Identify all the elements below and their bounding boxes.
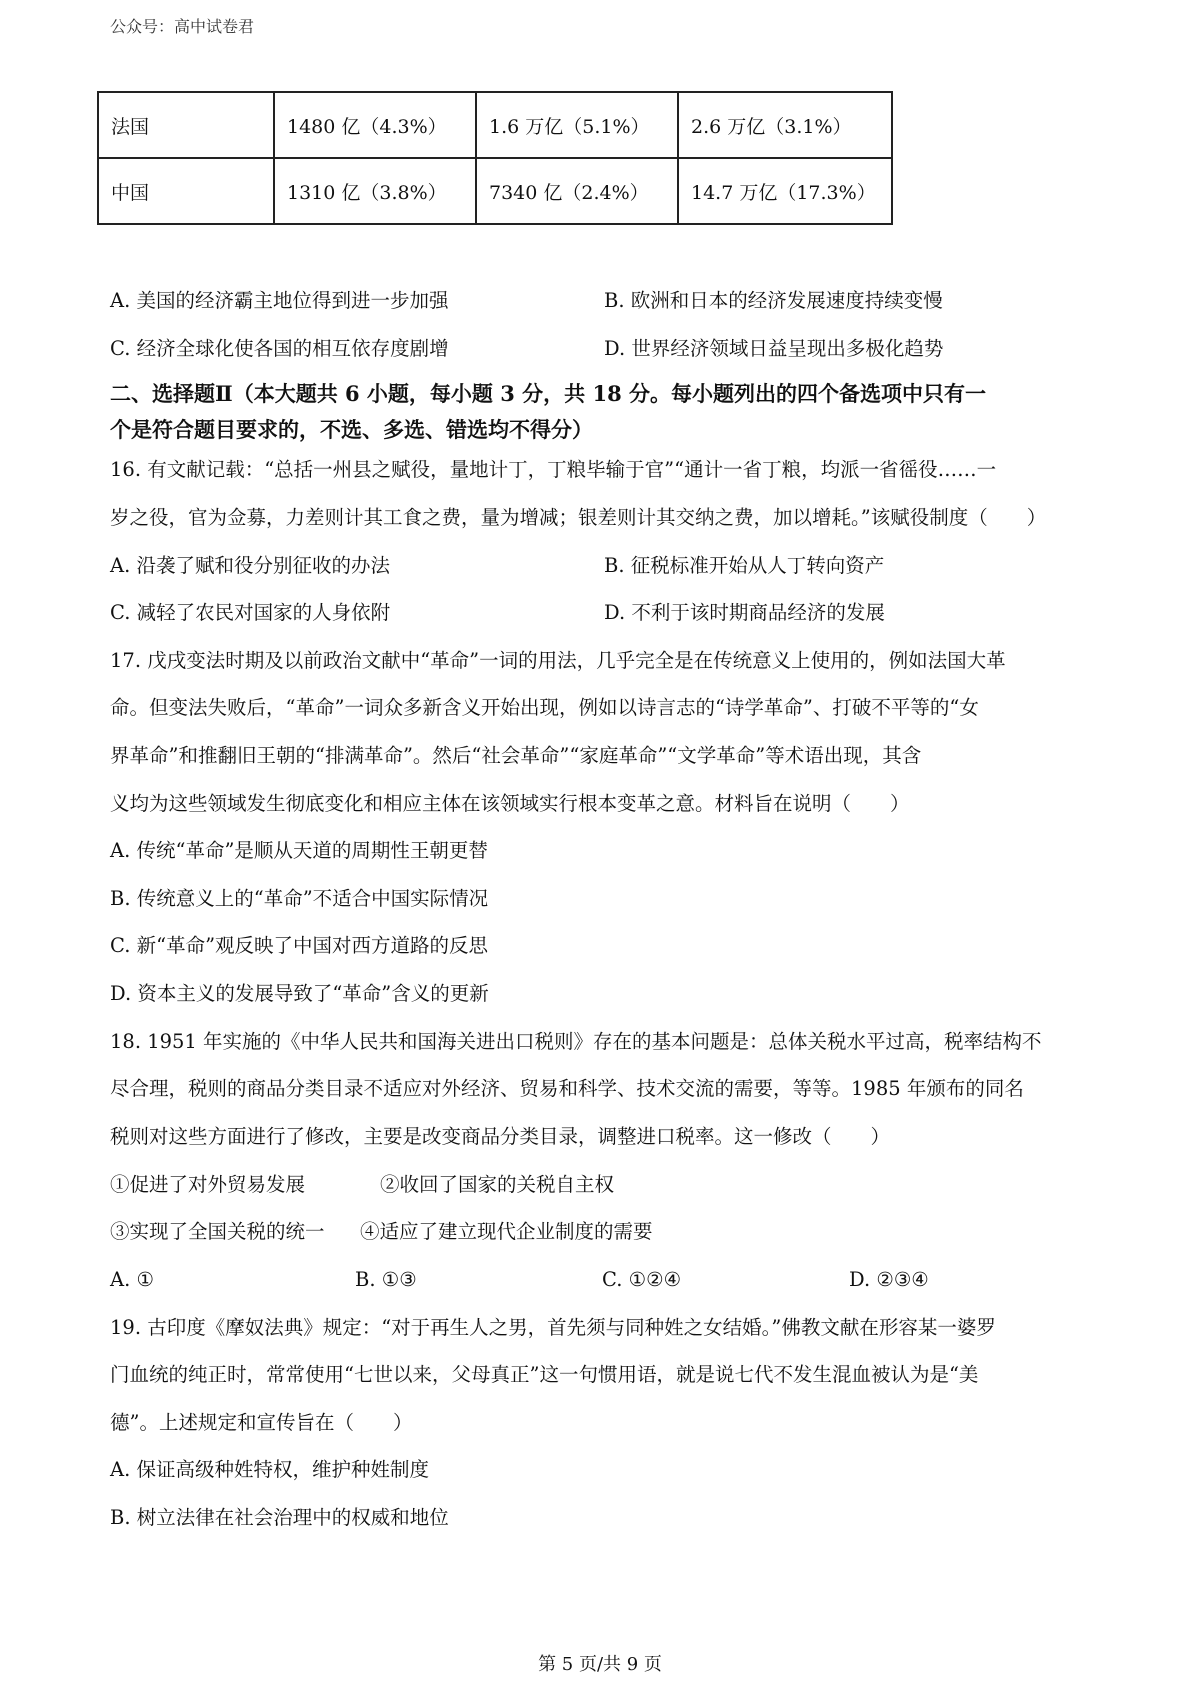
table-cell: 中国 xyxy=(98,158,274,224)
q16-option-b: B. 征税标准开始从人丁转向资产 xyxy=(604,554,885,577)
table-row xyxy=(98,92,892,158)
q18-item: ③实现了全国关税的统一 xyxy=(110,1220,325,1243)
q17-stem: 界革命”和推翻旧王朝的“排满革命”。然后“社会革命”“家庭革命”“文学革命”等术语出现，其含 xyxy=(110,744,922,767)
q18-item: ①促进了对外贸易发展 xyxy=(110,1173,306,1196)
q18-option-d: D. ②③④ xyxy=(849,1268,929,1291)
q18-stem: 尽合理，税则的商品分类目录不适应对外经济、贸易和科学、技术交流的需要，等等。1985 年颁布的同名 xyxy=(110,1077,1024,1100)
table-cell: 1480 亿（4.3%） xyxy=(274,92,476,158)
table-row xyxy=(98,158,892,224)
table-cell: 2.6 万亿（3.1%） xyxy=(678,92,892,158)
q17-option-a: A. 传统“革命”是顺从天道的周期性王朝更替 xyxy=(110,839,488,862)
q18-option-c: C. ①②④ xyxy=(602,1268,682,1291)
q18-option-b: B. ①③ xyxy=(355,1268,417,1291)
q19-stem: 19. 古印度《摩奴法典》规定：“对于再生人之男，首先须与同种姓之女结婚。”佛教文献在形容某一婆罗 xyxy=(110,1316,996,1339)
q16-option-c: C. 减轻了农民对国家的人身依附 xyxy=(110,601,391,624)
table-cell: 7340 亿（2.4%） xyxy=(476,158,678,224)
table-cell: 1.6 万亿（5.1%） xyxy=(476,92,678,158)
page-header-text: 公众号：高中试卷君 xyxy=(110,17,255,36)
section-heading: 个是符合题目要求的，不选、多选、错选均不得分） xyxy=(110,417,593,442)
q18-item: ④适应了建立现代企业制度的需要 xyxy=(360,1220,653,1243)
q18-option-a: A. ① xyxy=(110,1268,154,1291)
q15-option-c: C. 经济全球化使各国的相互依存度剧增 xyxy=(110,337,449,360)
q18-stem: 税则对这些方面进行了修改，主要是改变商品分类目录，调整进口税率。这一修改（ ） xyxy=(110,1125,891,1148)
q15-option-d: D. 世界经济领域日益呈现出多极化趋势 xyxy=(604,337,944,360)
q16-stem: 岁之役，官为佥募，力差则计其工食之费，量为增减；银差则计其交纳之费，加以增耗。”该赋役制度（ ） xyxy=(110,506,1047,529)
q17-option-d: D. 资本主义的发展导致了“革命”含义的更新 xyxy=(110,982,489,1005)
q15-option-a: A. 美国的经济霸主地位得到进一步加强 xyxy=(110,289,449,312)
table-cell: 法国 xyxy=(98,92,274,158)
q17-option-c: C. 新“革命”观反映了中国对西方道路的反思 xyxy=(110,934,489,957)
q19-stem: 德”。上述规定和宣传旨在（ ） xyxy=(110,1411,413,1434)
q16-stem: 16. 有文献记载：“总括一州县之赋役，量地计丁，丁粮毕输于官”“通计一省丁粮，均派一省徭役……一 xyxy=(110,458,997,481)
q16-option-a: A. 沿袭了赋和役分别征收的办法 xyxy=(110,554,390,577)
q19-option-a: A. 保证高级种姓特权，维护种姓制度 xyxy=(110,1458,429,1481)
q17-stem: 17. 戊戌变法时期及以前政治文献中“革命”一词的用法，几乎完全是在传统意义上使用的，例如法国大革 xyxy=(110,649,1006,672)
section-heading: 二、选择题Ⅱ（本大题共 6 小题，每小题 3 分，共 18 分。每小题列出的四个备选项中只有一 xyxy=(110,381,987,406)
q16-option-d: D. 不利于该时期商品经济的发展 xyxy=(604,601,885,624)
q19-option-b: B. 树立法律在社会治理中的权威和地位 xyxy=(110,1506,449,1529)
q18-item: ②收回了国家的关税自主权 xyxy=(380,1173,615,1196)
gdp-table xyxy=(97,91,893,225)
q17-stem: 命。但变法失败后，“革命”一词众多新含义开始出现，例如以诗言志的“诗学革命”、打破不平等的“女 xyxy=(110,696,979,719)
q18-stem: 18. 1951 年实施的《中华人民共和国海关进出口税则》存在的基本问题是：总体关税水平过高，税率结构不 xyxy=(110,1030,1042,1053)
q17-option-b: B. 传统意义上的“革命”不适合中国实际情况 xyxy=(110,887,489,910)
table-cell: 1310 亿（3.8%） xyxy=(274,158,476,224)
table-cell: 14.7 万亿（17.3%） xyxy=(678,158,892,224)
q15-option-b: B. 欧洲和日本的经济发展速度持续变慢 xyxy=(604,289,943,312)
page-footer: 第 5 页/共 9 页 xyxy=(538,1654,662,1675)
q19-stem: 门血统的纯正时，常常使用“七世以来，父母真正”这一句惯用语，就是说七代不发生混血被认为是“美 xyxy=(110,1363,979,1386)
q17-stem: 义均为这些领域发生彻底变化和相应主体在该领域实行根本变革之意。材料旨在说明（ ） xyxy=(110,792,910,815)
